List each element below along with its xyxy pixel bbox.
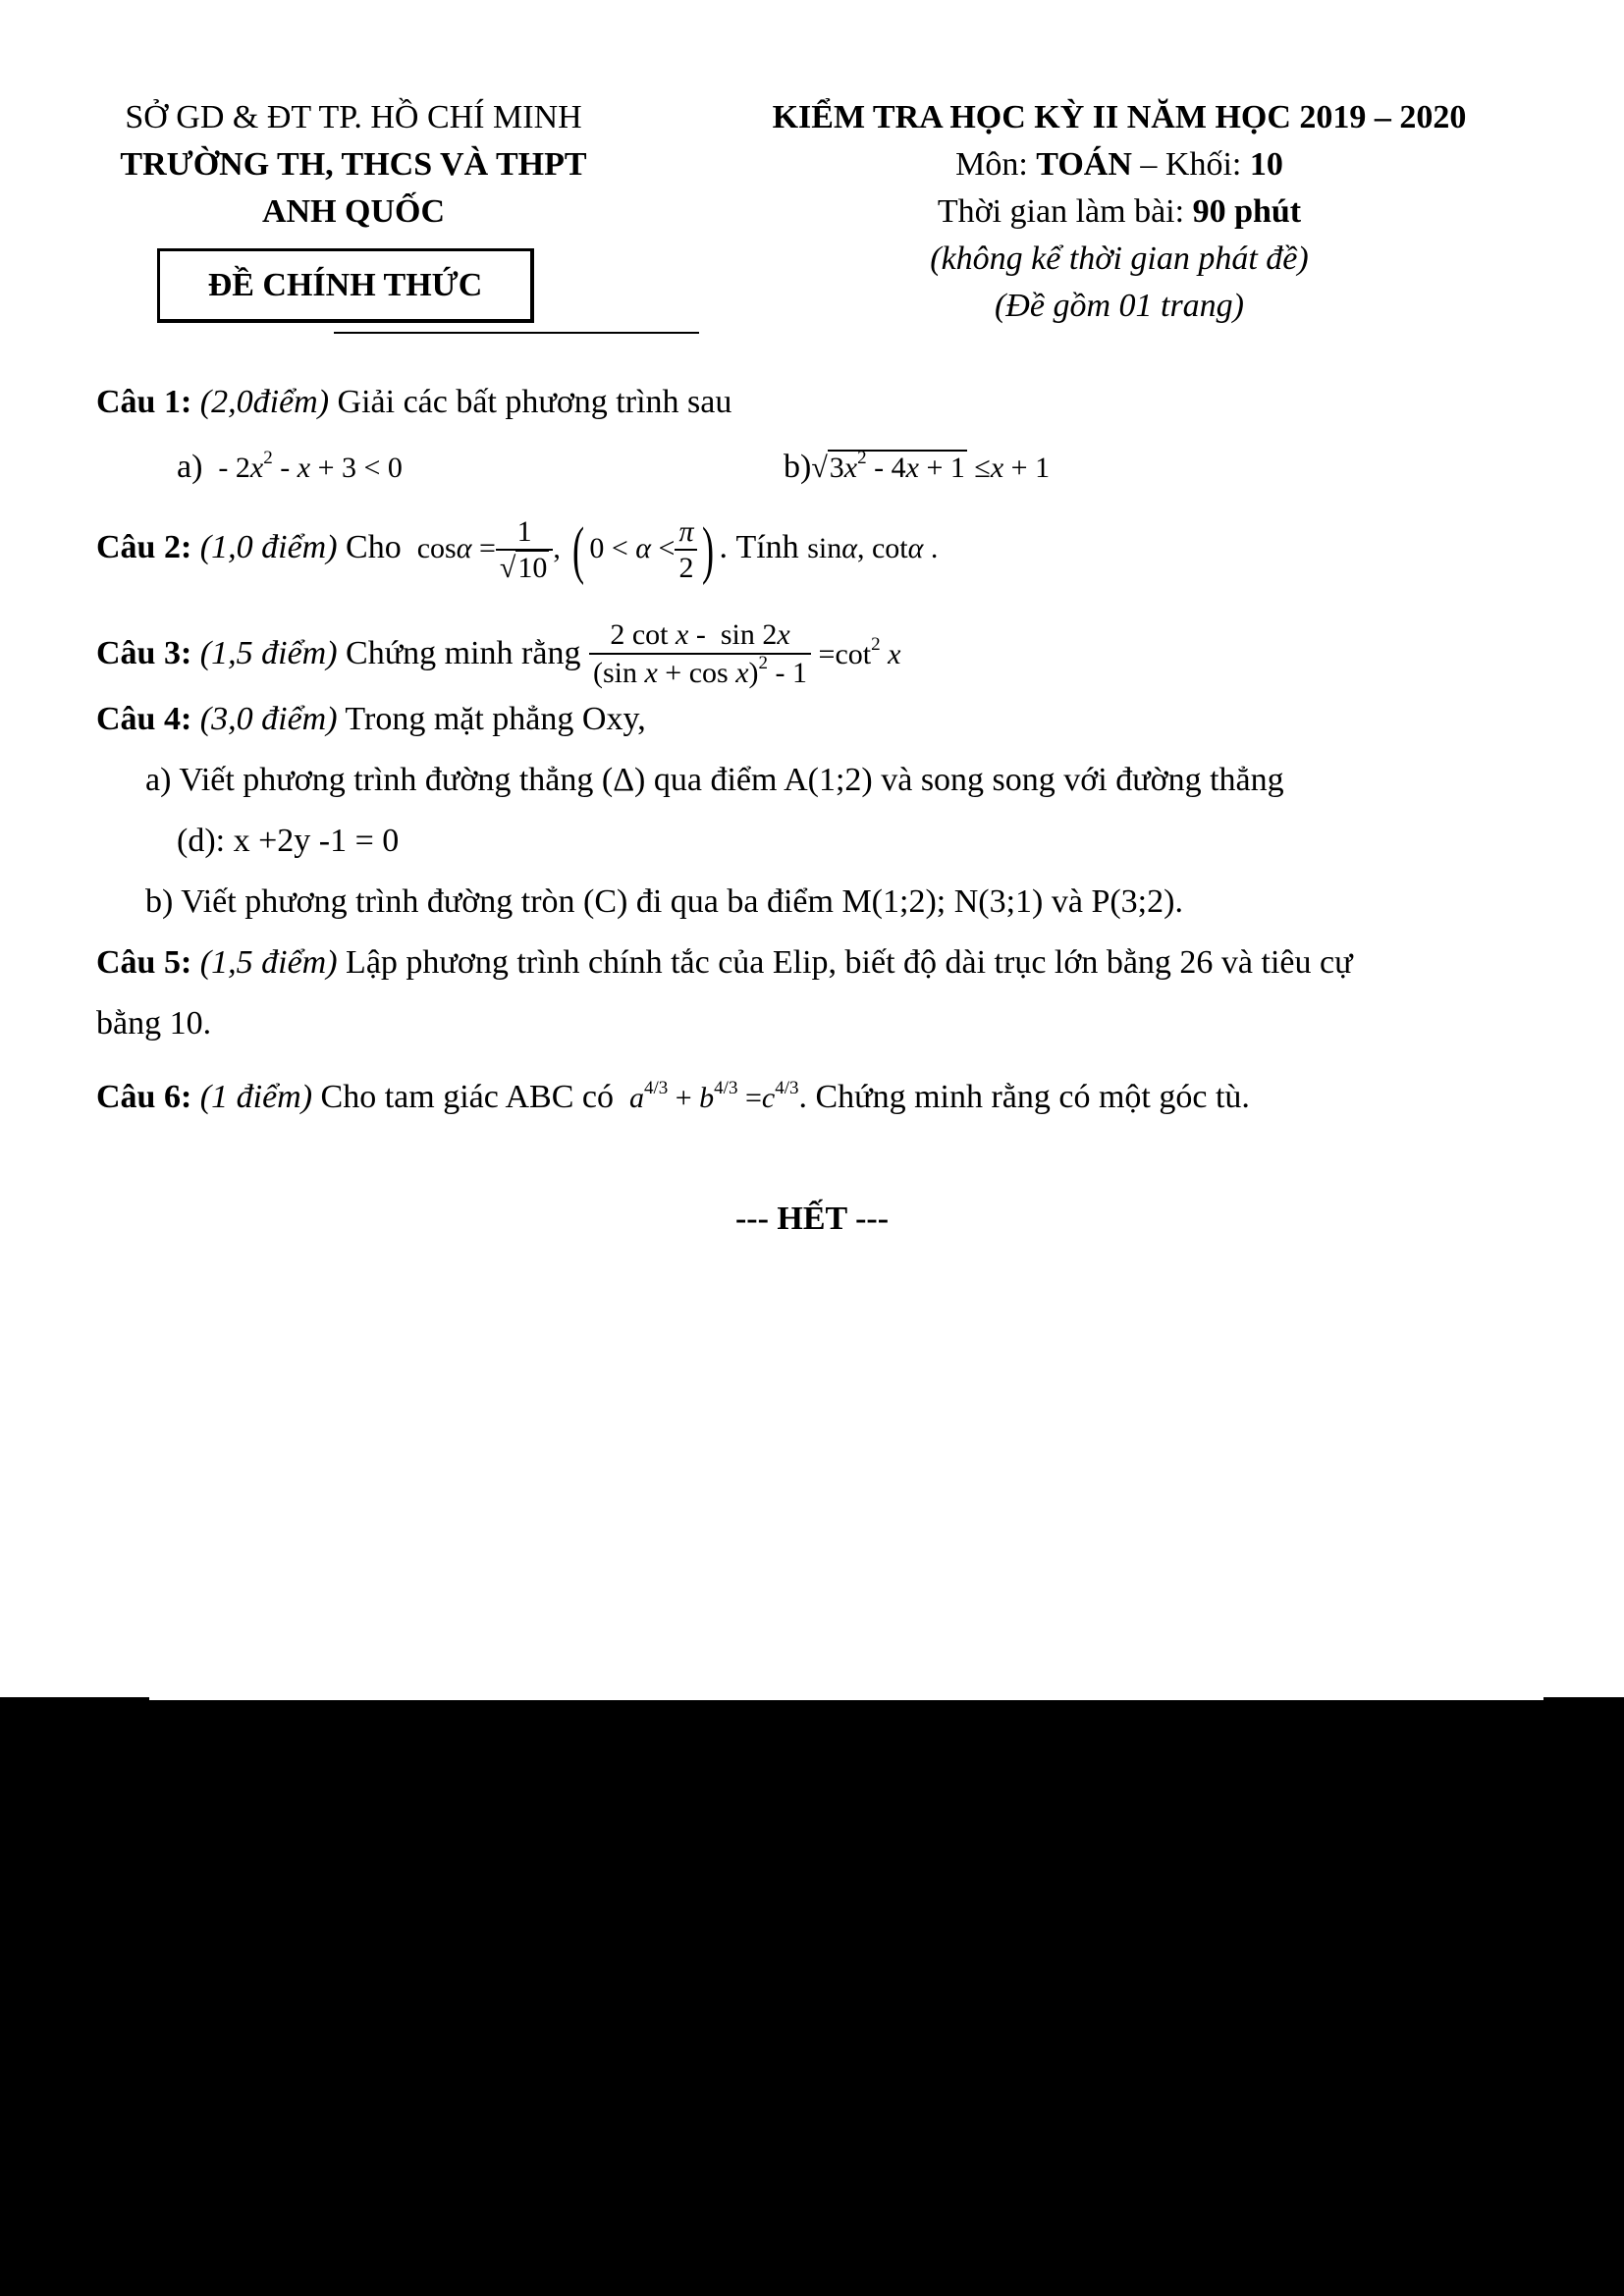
question-4b-text: Viết phương trình đường tròn (C) đi qua ba điểm M(1;2); N(3;1) và P(3;2). <box>181 883 1183 920</box>
question-4 <box>96 700 646 739</box>
subject-prefix: Môn: <box>955 146 1037 183</box>
question-3-points: (1,5 điểm) <box>191 635 338 671</box>
question-1a <box>177 448 403 492</box>
question-4-text: Trong mặt phẳng Oxy, <box>337 701 646 737</box>
question-5-text: Lập phương trình chính tắc của Elip, biết độ dài trục lớn bằng 26 và tiêu cự <box>337 944 1353 981</box>
question-2-formula: cosα = $\frac{1}{√10}$ , ( 0 < α < $\frac{\pi}{2}$ ) <box>409 514 715 587</box>
question-3-formula: $\frac{\text{2 cot x - sin 2x}}{(\sin x + \cos x)^2 - 1}$ $=\cot^2$ x <box>589 638 900 670</box>
question-5-label: Câu 5: <box>96 944 192 981</box>
question-6-text: Cho tam giác ABC có <box>312 1079 614 1115</box>
question-6-points: (1 điểm) <box>191 1079 313 1115</box>
time-value: 90 phút <box>1192 193 1302 230</box>
question-1-points: (2,0điểm) <box>191 384 330 420</box>
question-4a-line2: (d): x +2y -1 = 0 <box>177 823 400 859</box>
question-4-label: Câu 4: <box>96 701 192 737</box>
question-1b-label: b) <box>784 449 812 485</box>
question-2-text: Cho <box>337 529 402 565</box>
time-note: (không kể thời gian phát đề) <box>930 240 1309 277</box>
grade-prefix: – Khối: <box>1131 146 1250 183</box>
time-prefix: Thời gian làm bài: <box>937 193 1193 230</box>
question-1a-label: a) <box>177 449 203 485</box>
school-name-line2: ANH QUỐC <box>261 193 446 230</box>
question-5 <box>96 943 1353 983</box>
grade-value: 10 <box>1249 146 1283 183</box>
question-2-label: Câu 2: <box>96 529 192 565</box>
question-1a-formula: - $2x^2 - x + 3 < 0$ <box>210 448 403 484</box>
question-1-text: Giải các bất phương trình sau <box>329 384 732 420</box>
question-1-label: Câu 1: <box>96 384 192 420</box>
school-name-line1: TRƯỜNG TH, THCS VÀ THPT <box>120 146 587 183</box>
question-4a-text: Viết phương trình đường thẳng (Δ) qua điểm A(1;2) và song song với đường thẳng <box>179 762 1284 798</box>
question-6-tail: . Chứng minh rằng có một góc tù. <box>798 1079 1250 1115</box>
question-4a-label: a) <box>145 762 172 798</box>
bottom-black-band <box>0 1700 1624 2296</box>
official-exam-label: ĐỀ CHÍNH THỨC <box>157 248 534 323</box>
pages-note: (Đề gồm 01 trang) <box>994 288 1245 324</box>
school-department: SỞ GD & ĐT TP. HỒ CHÍ MINH <box>125 99 582 135</box>
question-2-target: sinα, cotα . <box>807 532 939 564</box>
question-6-label: Câu 6: <box>96 1079 192 1115</box>
time-line <box>687 192 1551 232</box>
question-3-text: Chứng minh rằng <box>337 635 581 671</box>
question-6 <box>96 1078 1250 1122</box>
question-3-label: Câu 3: <box>96 635 192 671</box>
subject-line <box>687 145 1551 185</box>
question-6-formula: $a^{4/3} + b^{4/3} =c^{4/3}$ <box>628 1078 799 1114</box>
question-1b <box>784 448 1050 492</box>
question-4a <box>145 761 1284 800</box>
end-mark: --- HẾT --- <box>734 1201 890 1237</box>
question-5-line2: bằng 10. <box>96 1005 212 1041</box>
question-3 <box>96 614 900 698</box>
question-4b <box>145 882 1183 922</box>
exam-title: KIỂM TRA HỌC KỲ II NĂM HỌC 2019 – 2020 <box>772 99 1467 135</box>
question-2-tail: . Tính <box>719 529 799 565</box>
header-divider-line <box>334 332 699 334</box>
question-1b-formula: $√3x^2 - 4x + 1 \le x + 1$ <box>811 448 1051 484</box>
question-1 <box>96 383 731 422</box>
question-4b-label: b) <box>145 883 174 920</box>
question-4-points: (3,0 điểm) <box>191 701 338 737</box>
question-2-points: (1,0 điểm) <box>191 529 338 565</box>
question-2 <box>96 510 938 586</box>
subject-value: TOÁN <box>1036 146 1132 183</box>
question-5-points: (1,5 điểm) <box>191 944 338 981</box>
